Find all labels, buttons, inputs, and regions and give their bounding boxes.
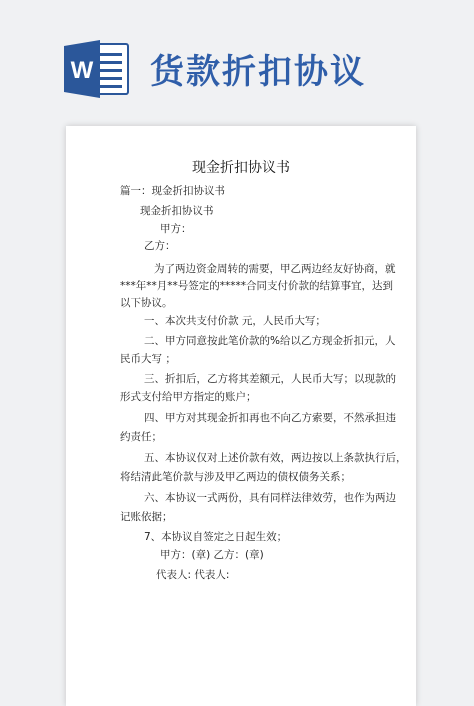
representative-line: 代表人: 代表人: (156, 569, 230, 581)
document-title: 现金折扣协议书 (192, 160, 290, 176)
doc-line: 甲方： (160, 223, 192, 235)
doc-line: 将结清此笔价款与涉及甲乙两边的债权债务关系； (120, 471, 351, 483)
signature-line: 甲方：(章) 乙方：(章) (160, 549, 264, 561)
doc-line: 二、甲方同意按此笔价款的%给以乙方现金折扣元，人 (144, 335, 396, 347)
doc-line: 五、本协议仅对上述价款有效，两边按以上条款执行后， (144, 452, 407, 464)
word-icon (62, 38, 132, 100)
svg-text:W: W (70, 57, 94, 84)
doc-line: 篇一：现金折扣协议书 (120, 185, 225, 197)
doc-line: 形式支付给甲方指定的账户； (120, 391, 257, 403)
banner (0, 0, 474, 130)
doc-line: 记账依据； (120, 511, 173, 523)
doc-line: 乙方： (144, 240, 176, 252)
doc-line: ***年**月**号签定的*****合同支付价款的结算事宜，达到 (120, 280, 393, 292)
doc-line: 六、本协议一式两份，具有同样法律效劳，也作为两边 (144, 492, 396, 504)
doc-line: 为了两边资金周转的需要，甲乙两边经友好协商，就 (154, 263, 396, 275)
banner-title: 货款折扣协议 (150, 52, 366, 92)
doc-line: 7、本协议自签定之日起生效； (144, 531, 288, 543)
doc-line: 一、本次共支付价款 元，人民币大写； (144, 315, 326, 327)
doc-line: 约责任； (120, 431, 162, 443)
doc-line: 三、折扣后，乙方将其差额元，人民币大写；以现款的 (144, 373, 396, 385)
doc-line: 民币大写 ； (120, 353, 176, 365)
document-page (66, 126, 416, 706)
doc-line: 现金折扣协议书 (140, 205, 214, 217)
doc-line: 四、甲方对其现金折扣再也不向乙方索要，不然承担违 (144, 412, 396, 424)
doc-line: 以下协议。 (120, 297, 173, 309)
